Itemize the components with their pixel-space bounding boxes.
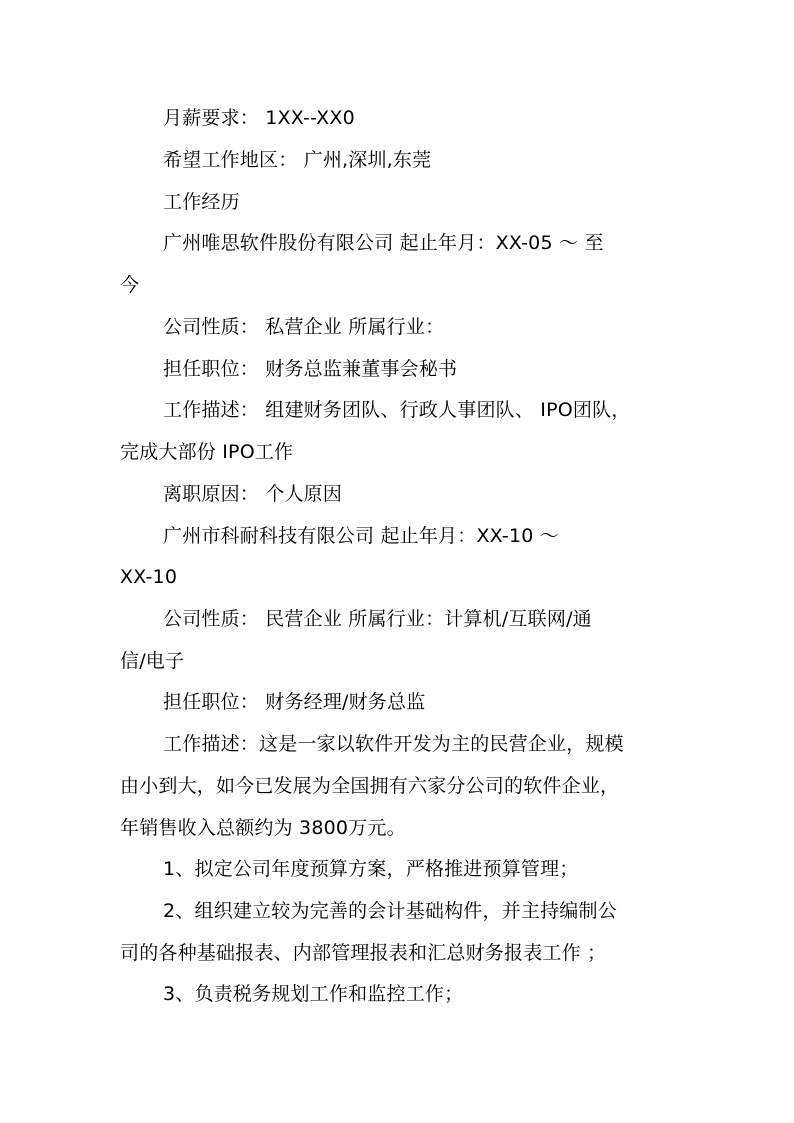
desired-location-line: 希望工作地区： 广州,深圳,东莞 <box>163 149 432 171</box>
company-1-name-line: 广州唯思软件股份有限公司 起止年月：XX-05 ～ 至 <box>163 232 604 254</box>
company-2-description-line: 工作描述：这是一家以软件开发为主的民营企业，规模 <box>163 733 624 755</box>
duty-item-2-cont: 司的各种基础报表、内部管理报表和汇总财务报表工作 ； <box>120 942 607 964</box>
duty-item-1: 1、拟定公司年度预算方案，严格推进预算管理； <box>163 858 579 880</box>
work-experience-heading: 工作经历 <box>163 191 240 213</box>
company-2-nature-line-cont: 信/电子 <box>120 650 185 672</box>
company-2-description-line-cont: 由小到大，如今已发展为全国拥有六家分公司的软件企业， <box>120 775 620 797</box>
duty-item-2: 2、组织建立较为完善的会计基础构件，并主持编制公 <box>163 900 617 922</box>
company-2-name-line: 广州市科耐科技有限公司 起止年月：XX-10 ～ <box>163 525 559 547</box>
company-1-nature-line: 公司性质： 私营企业 所属行业： <box>163 316 445 338</box>
company-1-description-line: 工作描述： 组建财务团队、行政人事团队、 IPO团队， <box>163 399 631 421</box>
company-2-position-line: 担任职位： 财务经理/财务总监 <box>163 691 426 713</box>
monthly-salary-line: 月薪要求： 1XX--XX0 <box>163 107 355 129</box>
duty-item-3: 3、负责税务规划工作和监控工作； <box>163 983 464 1005</box>
company-2-description-line-cont-2: 年销售收入总额约为 3800万元。 <box>120 817 406 839</box>
company-1-name-line-cont: 今 <box>120 274 140 296</box>
company-2-nature-line: 公司性质： 民营企业 所属行业：计算机/互联网/通 <box>163 608 592 630</box>
company-2-name-line-cont: XX-10 <box>120 566 178 588</box>
company-1-leave-reason-line: 离职原因： 个人原因 <box>163 483 343 505</box>
company-1-position-line: 担任职位： 财务总监兼董事会秘书 <box>163 358 458 380</box>
company-1-description-line-cont: 完成大部份 IPO工作 <box>120 441 294 463</box>
